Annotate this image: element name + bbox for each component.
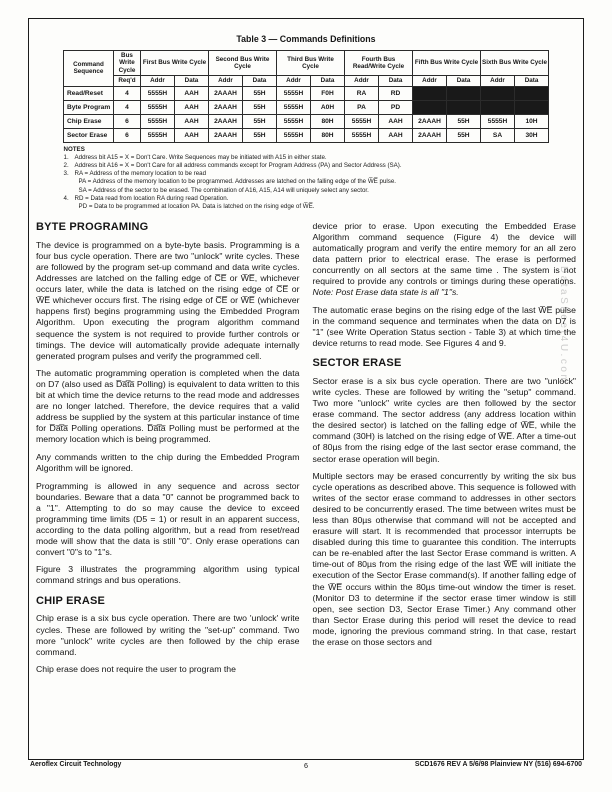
table-cell: RD (379, 86, 413, 100)
section-heading: BYTE PROGRAMING (36, 221, 149, 234)
note-number (64, 203, 75, 211)
col-header-addr: Addr (208, 76, 242, 86)
table-cell: 2AAAH (413, 128, 447, 142)
note-text: PA = Address of the memory location to be programmed. Addresses are latched on the falling edge of the W̅E̅ pulse. (78, 178, 397, 186)
col-header-addr: Addr (345, 76, 379, 86)
note-text: Address bit A15 = X = Don't Care. Write Sequences may be initiated with A15 in either state. (74, 153, 327, 161)
col-header-command-sequence: Command Sequence (63, 51, 113, 87)
table-cell: 80H (311, 114, 345, 128)
command-name: Chip Erase (63, 114, 113, 128)
cycles-required: 6 (113, 114, 140, 128)
table-cell (515, 100, 549, 114)
note-number: 2. (63, 162, 69, 170)
paragraph: The device is programmed on a byte-byte basis. Programming is a four bus cycle operation. There are two "unlock" write cycles. These are followed by the program set-up command and data write cycles. Addresses are latched on the falling edge of C̅E̅ or W̅E̅, whichever occurs later, while the data is latched on the rising edge of C̅E̅ or W̅E̅ whichever occurs first. The rising edge of C̅E̅ or W̅E̅ (whichever happens first) begins programming using the Embedded Program Algorithm. Upon executing the program algorithm command sequence the system is not required to provide further controls or timings. The device will automatically provide adequate internally generated program pulses and verify the programmed cell. (36, 240, 300, 361)
note-number (64, 187, 75, 195)
table-cell: 2AAAH (208, 86, 242, 100)
col-header-cycle-group: First Bus Write Cycle (140, 51, 208, 76)
col-header-data: Data (311, 76, 345, 86)
cycles-required: 4 (113, 100, 140, 114)
command-name: Read/Reset (63, 86, 113, 100)
cycles-required: 6 (113, 128, 140, 142)
paragraph: Any commands written to the chip during the Embedded Program Algorithm will be ignored. (36, 452, 300, 474)
command-name: Byte Program (63, 100, 113, 114)
paragraph: Multiple sectors may be erased concurrently by writing the six bus cycle operations as described above. This sequence is followed with writes of the sector erase command to addresses in other sectors desired to be concurrently erased. The time between writes must be less than 80µs otherwise that command will not be accepted and erasure will start. It is recommended that processor interrupts be disabled during this time to guarantee this condition. The interrupts can be re-enabled after the last Sector Erase command is written. A time-out of 80µs from the rising edge of the last W̅E̅ will initiate the execution of the Sector Erase command(s). If another falling edge of the W̅E̅ occurs within the 80µs time-out window the timer is reset. (Monitor D3 to determine if the sector erase timer window is still open, see section D3, Sector Erase Timer.) Any command other than Sector Erase during this period will reset the device to read mode, ignoring the previous command string. In that case, restart the erase on those sectors and (312, 471, 576, 647)
col-header-cycle-group: Sixth Bus Write Cycle (481, 51, 549, 76)
table-row (63, 128, 548, 142)
page-footer (30, 761, 582, 768)
table-cell (413, 100, 447, 114)
note-number: 4. (63, 194, 69, 202)
table-row (63, 86, 548, 100)
left-column (36, 221, 300, 682)
table-cell: 55H (242, 128, 276, 142)
table-cell: 55H (447, 114, 481, 128)
col-header-cycle-group: Fourth Bus Read/Write Cycle (345, 51, 413, 76)
watermark: DataSheet4U.com (558, 266, 569, 386)
table-cell: 5555H (140, 86, 174, 100)
table-cell: 5555H (481, 114, 515, 128)
table-cell: 2AAAH (208, 114, 242, 128)
table-cell: 80H (311, 128, 345, 142)
note-item (64, 187, 549, 195)
note-text: RA = Address of the memory location to be read (74, 170, 207, 178)
col-header-data: Data (174, 76, 208, 86)
table-cell: RA (345, 86, 379, 100)
paragraph: Chip erase is a six bus cycle operation. There are two 'unlock' write cycles. These are followed by writing the "set-up" command. Two more "unlock" write cycles are then followed by the chip erase command. (36, 613, 300, 657)
table-cell: 5555H (140, 114, 174, 128)
col-header-addr: Addr (277, 76, 311, 86)
table-cell: F0H (311, 86, 345, 100)
table-cell: 5555H (277, 114, 311, 128)
note-item (64, 170, 549, 178)
table-cell (481, 100, 515, 114)
table-cell: AAH (379, 114, 413, 128)
notes-items (64, 154, 549, 211)
two-column-body (36, 221, 576, 682)
table-cell: 55H (242, 86, 276, 100)
paragraph: The automatic programming operation is completed when the data on D7 (also used as D̅a̅t̅a̅ Polling) is equivalent to data written to this bit at which time the device returns to the read mode and addresses are no longer latched. Therefore, the device requires that a valid address be supplied by the system at this particular instance of time for D̅a̅t̅a̅ Polling operations. D̅a̅t̅a̅ Polling must be performed at the memory location which is being programmed. (36, 368, 300, 445)
paragraph: Programming is allowed in any sequence and across sector boundaries. Beware that a data "0" cannot be programmed back to a "1". Attempting to do so may cause the device to exceed programming time limits (D5 = 1) or result in an apparent success, according to the data polling algorithm, but a read from reset/read mode will show that the data is still "0". Only erase operations can convert "0"s to "1"s. (36, 480, 300, 557)
col-header-cycle-group: Third Bus Write Cycle (277, 51, 345, 76)
table-cell: AAH (174, 100, 208, 114)
paragraph: Chip erase does not require the user to program the (36, 664, 236, 675)
col-header-cycle-group: Fifth Bus Write Cycle (413, 51, 481, 76)
note-item (64, 195, 549, 203)
col-header-data: Data (447, 76, 481, 86)
paragraph: Sector erase is a six bus cycle operation. There are two "unlock" write cycles. These are followed by writing the "setup" command. Two more "unlock" write cycles are then followed by the sector erase command. The sector address (any address location within the desired sector) is latched on the falling edge of W̅E̅, while the command (30H) is latched on the rising edge of W̅E̅. After a time-out of 80µs from the rising edge of the last sector erase command, the sector erase operation will begin. (312, 376, 576, 464)
table-cell: 5555H (277, 100, 311, 114)
table-cell: 2AAAH (208, 100, 242, 114)
table-row (63, 114, 548, 128)
col-header-addr: Addr (140, 76, 174, 86)
col-header-data: Data (379, 76, 413, 86)
table-cell: AAH (174, 114, 208, 128)
table-cell: PA (345, 100, 379, 114)
note-item (64, 203, 549, 211)
note-text: RD = Data read from location RA during read Operation. (74, 194, 229, 202)
note-number: 3. (63, 170, 69, 178)
note-text: PD = Data to be programmed at location PA. Data is latched on the rising edge of W̅E̅. (78, 203, 315, 210)
footer-doc-info: SCD1676 REV A 5/6/98 Plainview NY (516) 694-6700 (414, 761, 582, 768)
table-cell: AAH (174, 128, 208, 142)
note-item (64, 162, 549, 170)
footer-page-number: 6 (304, 761, 308, 770)
table-row (63, 100, 548, 114)
table-cell: SA (481, 128, 515, 142)
table-cell: 30H (515, 128, 549, 142)
note-text: Address bit A16 = X = Don't Care for all address commands except for Program Address (PA) and Sector Address (SA). (74, 162, 402, 170)
table-cell: 10H (515, 114, 549, 128)
col-header-data: Data (515, 76, 549, 86)
table-cell (481, 86, 515, 100)
page-content (36, 26, 576, 682)
footer-company: Aeroflex Circuit Technology (30, 761, 122, 768)
table-title: Table 3 — Commands Definitions (236, 34, 376, 44)
italic-note: Note: Post Erase data state is all "1"s. (312, 287, 459, 298)
table-cell: 55H (242, 114, 276, 128)
table-cell: 55H (242, 100, 276, 114)
table-cell: AAH (174, 86, 208, 100)
col-header-data: Data (242, 76, 276, 86)
col-header-cycle-group: Second Bus Write Cycle (208, 51, 276, 76)
table-cell: 5555H (277, 128, 311, 142)
table-cell: 5555H (345, 128, 379, 142)
notes-label: NOTES (63, 145, 85, 153)
note-item (64, 178, 549, 186)
table-cell: AAH (379, 128, 413, 142)
col-header-addr: Addr (481, 76, 515, 86)
table-cell (447, 86, 481, 100)
table-cell: PD (379, 100, 413, 114)
table-cell: 5555H (140, 128, 174, 142)
table-cell (413, 86, 447, 100)
cycles-required: 4 (113, 86, 140, 100)
command-name: Sector Erase (63, 128, 113, 142)
table-cell: 5555H (345, 114, 379, 128)
note-number (64, 178, 75, 186)
paragraph: device prior to erase. Upon executing the Embedded Erase Algorithm command sequence (Figure 4) the device will automatically program and verify the entire memory for an all zero data pattern prior to electrical erase. The erase is performed concurrently on all sectors at the same time . The system is not required to provide any controls or timings during these operations. Note: Post Erase data state is all "1"s. (312, 221, 576, 298)
right-column (313, 221, 577, 682)
table-cell: 5555H (140, 100, 174, 114)
table-cell: 5555H (277, 86, 311, 100)
col-header-bus-write-cycle: Bus Write Cycle (113, 51, 140, 76)
note-number: 1. (63, 153, 69, 161)
table-cell (447, 100, 481, 114)
note-text: SA = Address of the sector to be erased. The combination of A16, A15, A14 will uniquely select any sector. (78, 186, 369, 194)
col-header-addr: Addr (413, 76, 447, 86)
table-head (63, 51, 548, 87)
table-cell: 2AAAH (208, 128, 242, 142)
table-notes (64, 146, 549, 212)
commands-table (63, 50, 549, 143)
note-item (64, 154, 549, 162)
table-body (63, 86, 548, 142)
section-heading: SECTOR ERASE (312, 357, 402, 370)
table-cell: 55H (447, 128, 481, 142)
table-cell: 2AAAH (413, 114, 447, 128)
paragraph: Figure 3 illustrates the programming algorithm using typical command strings and bus operations. (36, 564, 300, 586)
col-header-reqd: Req'd (113, 76, 140, 86)
paragraph: The automatic erase begins on the rising edge of the last W̅E̅ pulse in the command sequence and terminates when the data on D7 is "1" (see Write Operation Status section - Table 3) at which time the device returns to read mode. See Figures 4 and 9. (312, 305, 576, 349)
section-heading: CHIP ERASE (36, 594, 106, 607)
table-cell (515, 86, 549, 100)
table-cell: A0H (311, 100, 345, 114)
